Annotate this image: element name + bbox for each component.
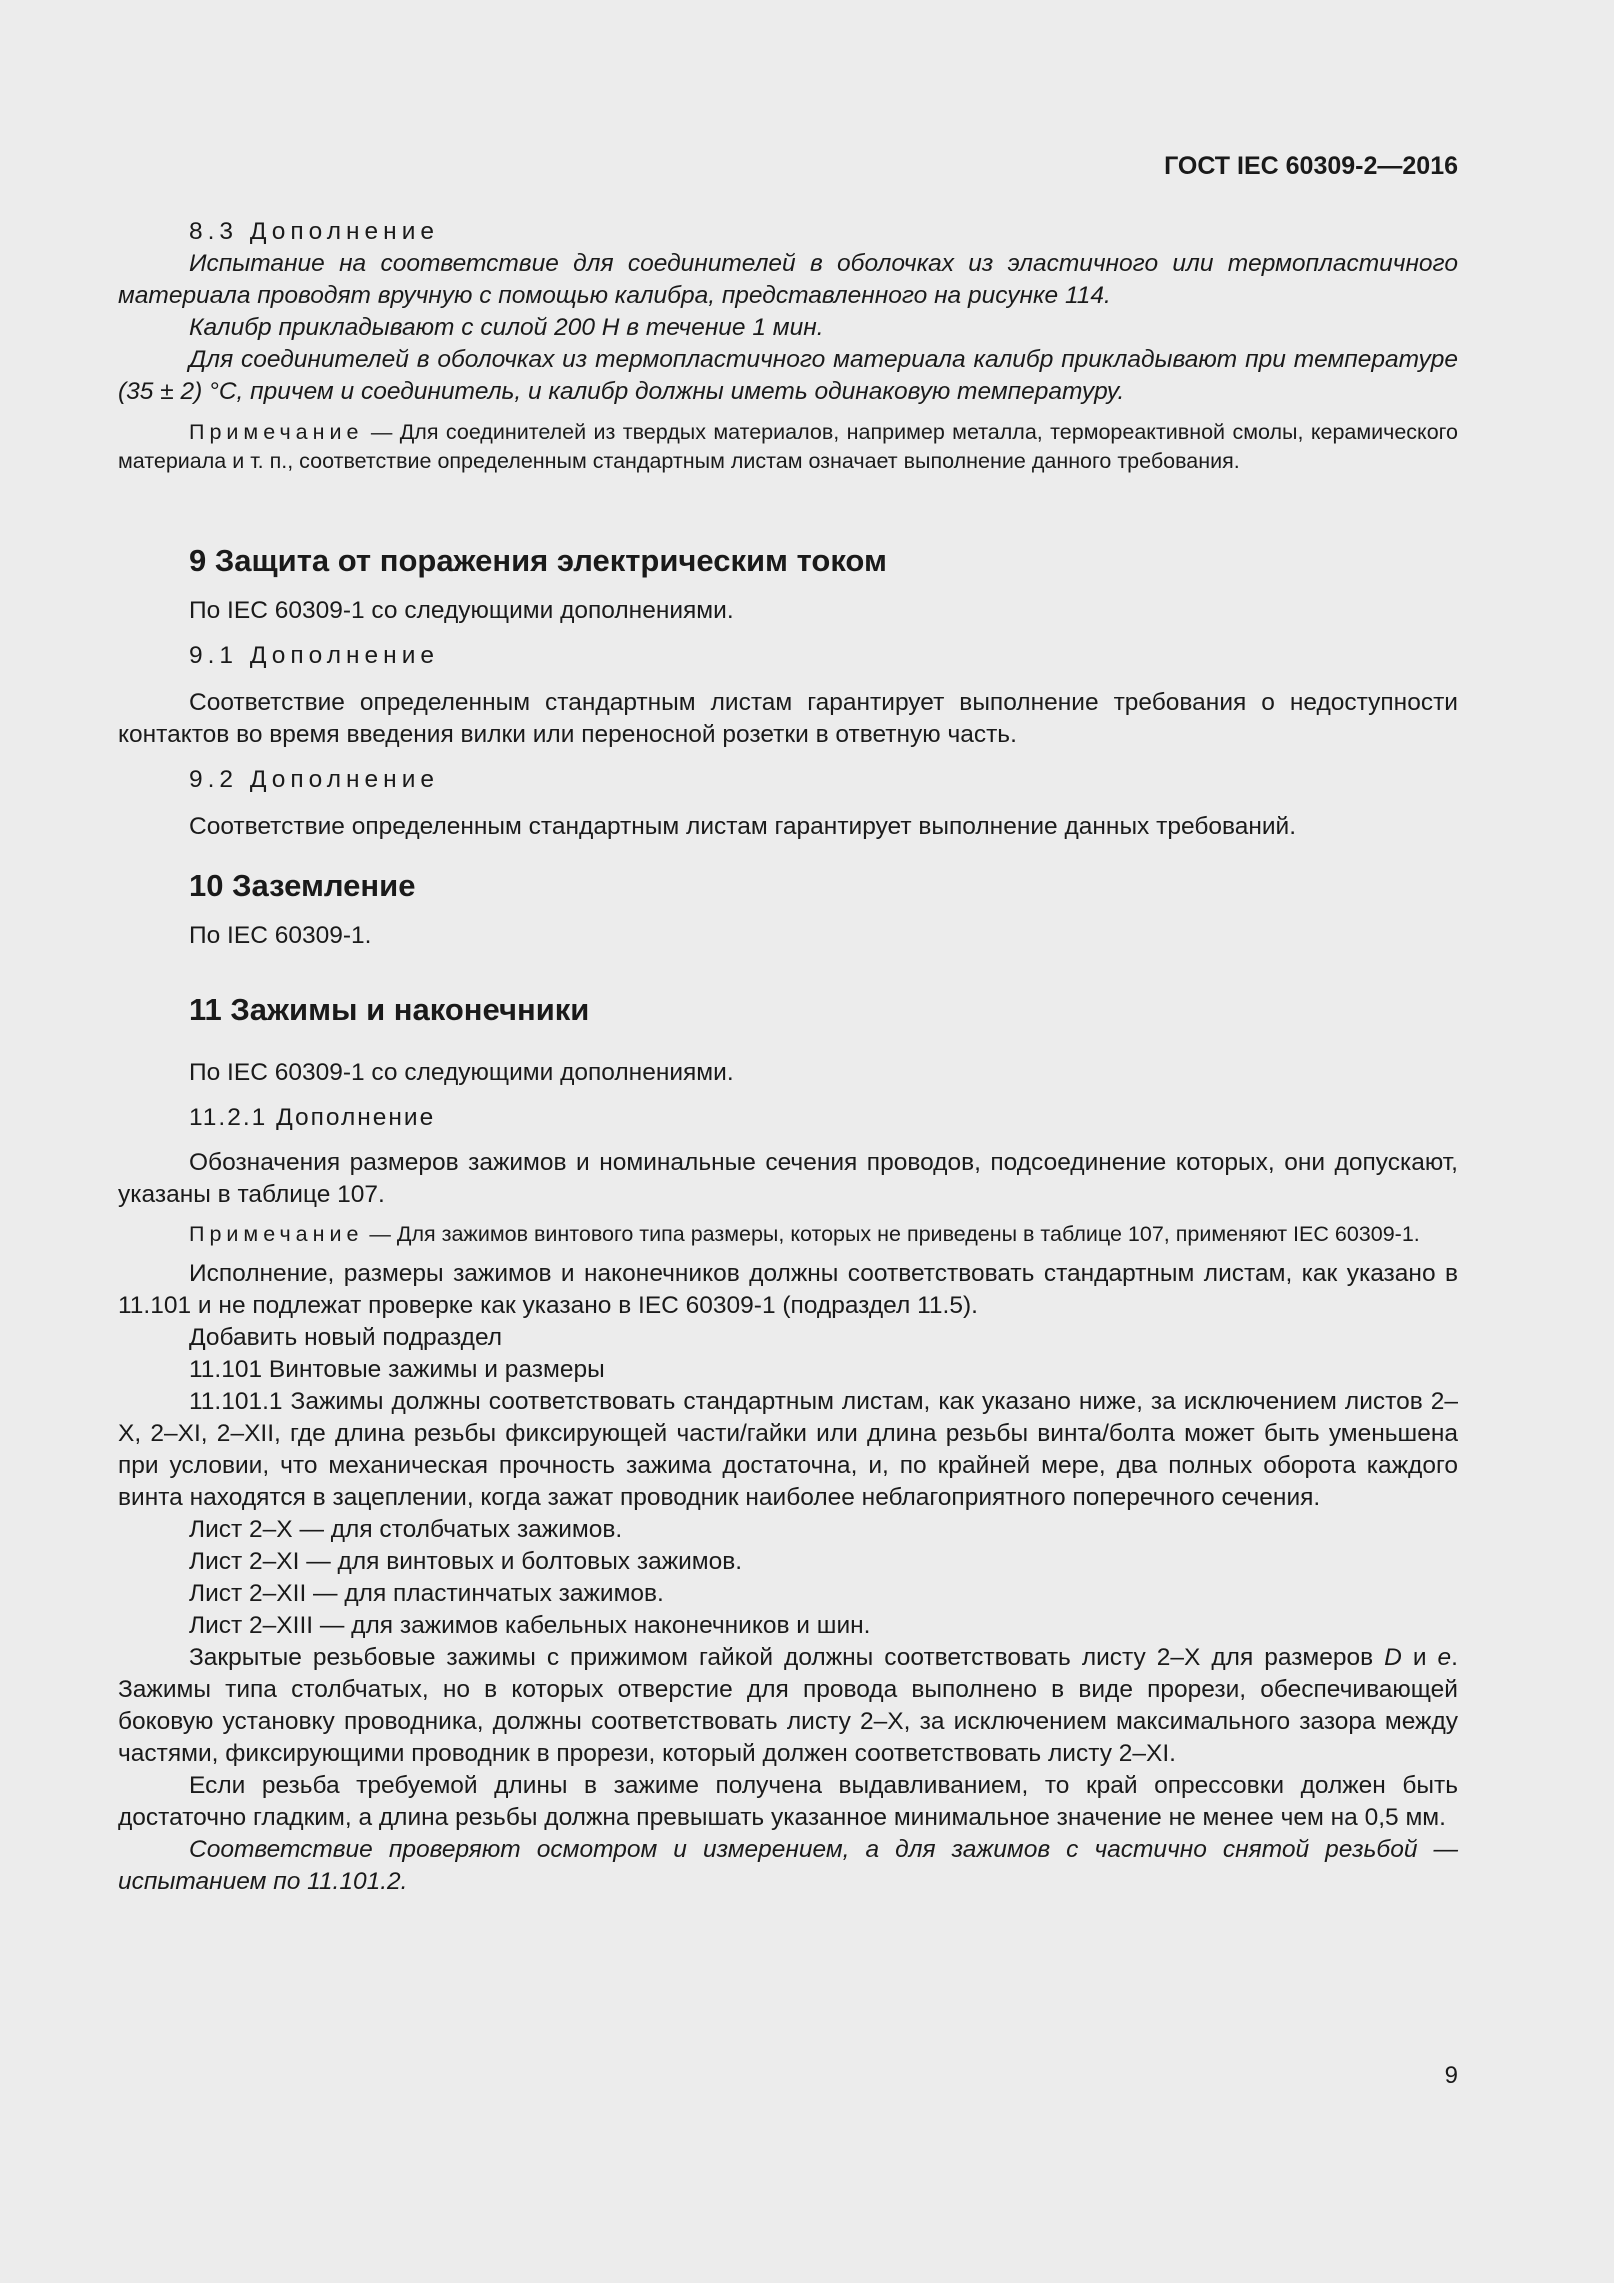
- document-header: ГОСТ IEC 60309-2—2016: [1164, 152, 1458, 180]
- paragraph: Обозначения размеров зажимов и номинальные сечения проводов, подсоединение которых, они допускают, указаны в таблице 107.: [118, 1149, 1458, 1208]
- subsection-heading: 8.3 Дополнение: [189, 218, 440, 245]
- paragraph: Исполнение, размеры зажимов и наконечников должны соответствовать стандартным листам, как указано в 11.101 и не подлежат проверке как указано в IEC 60309-1 (подраздел 11.5).: [118, 1260, 1458, 1319]
- section-10: [118, 866, 1458, 952]
- subsection-heading: 9.1 Дополнение: [189, 642, 440, 669]
- paragraph: Если резьба требуемой длины в зажиме получена выдавливанием, то край опрессовки должен быть достаточно гладким, а длина резьбы должна превышать указанное минимальное значение не менее чем на 0,5 мм.: [118, 1772, 1458, 1831]
- paragraph: По IEC 60309-1.: [189, 922, 372, 949]
- paragraph: По IEC 60309-1 со следующими дополнениями.: [189, 597, 734, 624]
- section-9: [118, 541, 1458, 843]
- note-text: — Для соединителей из твердых материалов, например металла, термореактивной смолы, керамического материала и т. п., соответствие определенным стандартным листам означает выполнение данного требования.: [118, 420, 1458, 473]
- subsection-heading: 9.2 Дополнение: [189, 766, 440, 793]
- page-number: 9: [1444, 2062, 1458, 2089]
- list-item: Лист 2–X — для столбчатых зажимов.: [189, 1516, 623, 1543]
- text-run: . Зажимы типа столбчатых, но в которых отверстие для провода выполнено в виде прорези, обеспечивающей боковую установку проводника, должны соответствовать листу 2–X, за исключением максимального зазора между частями, фиксирующими проводник в прорези, который должен соответствовать листу 2–XI.: [118, 1644, 1458, 1767]
- section-title: 9 Защита от поражения электрическим током: [189, 543, 887, 578]
- paragraph: Соответствие проверяют осмотром и измерением, а для зажимов с частично снятой резьбой — испытанием по 11.101.2.: [118, 1836, 1458, 1895]
- list-item: Лист 2–XIII — для зажимов кабельных наконечников и шин.: [189, 1612, 871, 1639]
- note-label: Примечание: [189, 1222, 364, 1246]
- list-item: Лист 2–XII — для пластинчатых зажимов.: [189, 1580, 664, 1607]
- paragraph: Испытание на соответствие для соединителей в оболочках из эластичного или термопластичного материала проводят вручную с помощью калибра, представленного на рисунке 114.: [118, 250, 1458, 309]
- note: [118, 418, 1458, 476]
- paragraph: Для соединителей в оболочках из термопластичного материала калибр прикладывают при температуре (35 ± 2) °С, причем и соединитель, и калибр должны иметь одинаковую температуру.: [118, 346, 1458, 405]
- note-text: — Для зажимов винтового типа размеры, которых не приведены в таблице 107, применяют IEC 60309-1.: [363, 1222, 1420, 1246]
- paragraph: [118, 1642, 1458, 1770]
- symbol-d: D: [1384, 1644, 1402, 1671]
- section-8-3: [118, 216, 1458, 476]
- paragraph: 11.101.1 Зажимы должны соответствовать стандартным листам, как указано ниже, за исключением листов 2–X, 2–XI, 2–XII, где длина резьбы фиксирующей части/гайки или длина резьбы винта/болта может быть уменьшена при условии, что механическая прочность зажима достаточна, и, по крайней мере, два полных оборота каждого винта находятся в зацеплении, когда зажат проводник наиболее неблагоприятного поперечного сечения.: [118, 1388, 1458, 1511]
- section-title: 10 Заземление: [189, 868, 416, 903]
- text-run: и: [1401, 1644, 1438, 1671]
- paragraph: Соответствие определенным стандартным листам гарантирует выполнение требования о недоступности контактов во время введения вилки или переносной розетки в ответную часть.: [118, 689, 1458, 748]
- paragraph: Соответствие определенным стандартным листам гарантирует выполнение данных требований.: [189, 813, 1297, 840]
- list-item: Лист 2–XI — для винтовых и болтовых зажимов.: [189, 1548, 743, 1575]
- paragraph: По IEC 60309-1 со следующими дополнениями.: [189, 1059, 734, 1086]
- section-11: [118, 990, 1458, 1898]
- subsection-heading: 11.2.1 Дополнение: [189, 1104, 436, 1131]
- section-title: 11 Зажимы и наконечники: [189, 992, 590, 1027]
- paragraph: Калибр прикладывают с силой 200 Н в течение 1 мин.: [189, 314, 824, 341]
- note-label: Примечание: [189, 420, 364, 444]
- paragraph: 11.101 Винтовые зажимы и размеры: [189, 1356, 605, 1383]
- text-run: Закрытые резьбовые зажимы с прижимом гайкой должны соответствовать листу 2–X для размеров: [189, 1644, 1385, 1671]
- paragraph: Добавить новый подраздел: [189, 1324, 503, 1351]
- symbol-e: e: [1437, 1644, 1452, 1671]
- note: [118, 1220, 1458, 1249]
